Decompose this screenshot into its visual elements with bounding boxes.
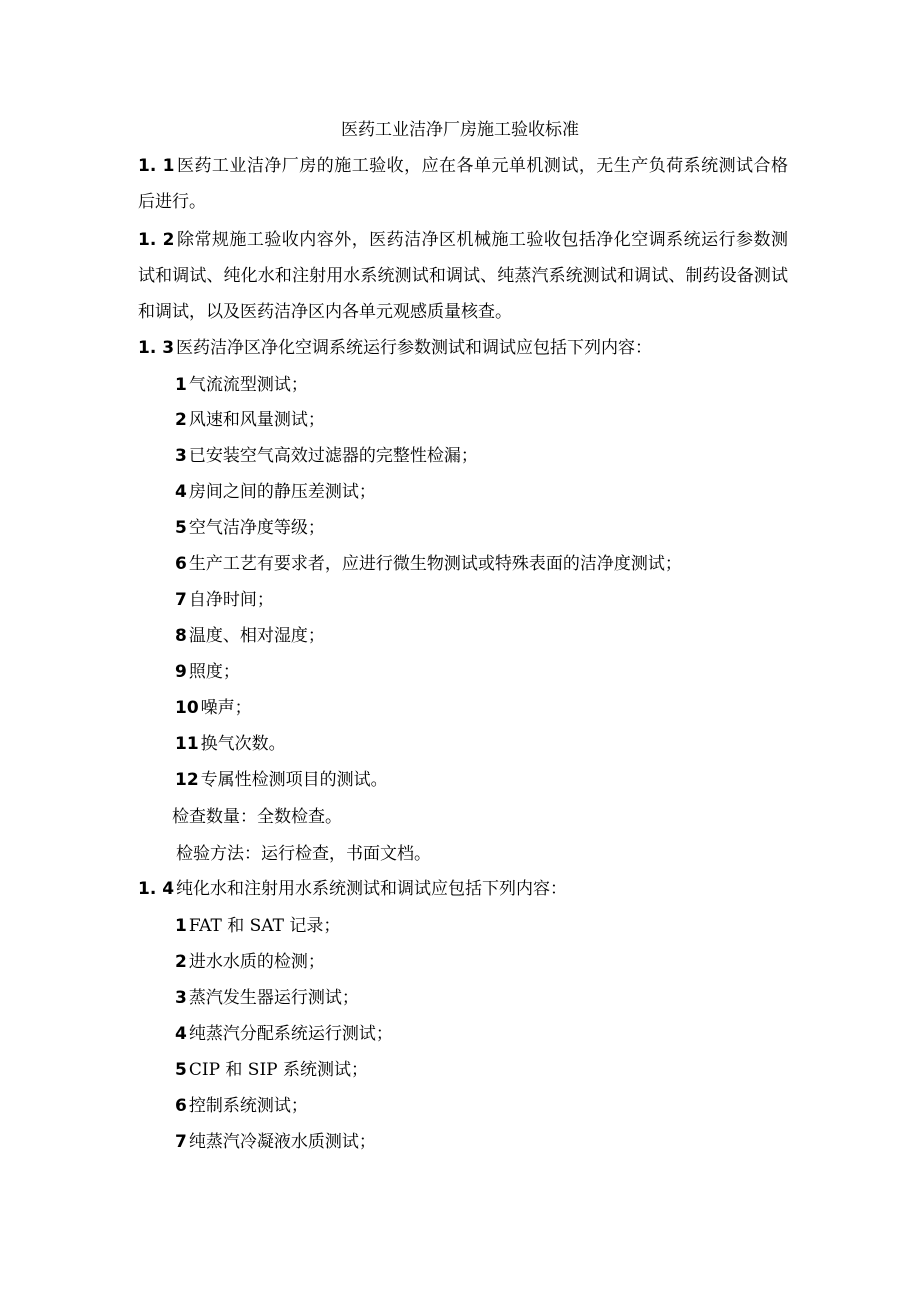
item-text: 换气次数。 bbox=[200, 734, 286, 754]
item-text: 专属性检测项目的测试。 bbox=[200, 770, 388, 790]
item-number: 2 bbox=[175, 410, 187, 430]
list-item bbox=[175, 732, 775, 756]
list-item bbox=[175, 986, 775, 1010]
item-text: 房间之间的静压差测试； bbox=[188, 482, 376, 502]
item-number: 3 bbox=[175, 446, 187, 466]
item-number: 9 bbox=[175, 662, 187, 682]
item-text: 生产工艺有要求者，应进行微生物测试或特殊表面的洁净度测试； bbox=[188, 554, 682, 574]
item-text: 空气洁净度等级； bbox=[188, 518, 325, 538]
list-item bbox=[175, 950, 775, 974]
section-text: 纯化水和注射用水系统测试和调试应包括下列内容： bbox=[176, 879, 568, 899]
document-title: 医药工业洁净厂房施工验收标准 bbox=[341, 120, 579, 140]
list-item bbox=[175, 1094, 775, 1118]
list-item bbox=[175, 914, 775, 938]
list-item bbox=[175, 624, 775, 648]
check-quantity: 检查数量：全数检查。 bbox=[172, 807, 342, 827]
section-number: 1. 1 bbox=[138, 156, 175, 176]
list-item bbox=[175, 588, 775, 612]
item-number: 8 bbox=[175, 626, 187, 646]
section-number: 1. 2 bbox=[138, 230, 175, 250]
check-method: 检验方法：运行检查，书面文档。 bbox=[176, 844, 431, 864]
list-item bbox=[175, 1058, 775, 1082]
list-item bbox=[175, 552, 775, 576]
list-item bbox=[175, 1022, 775, 1046]
item-number: 7 bbox=[175, 1132, 187, 1152]
item-text: 自净时间； bbox=[188, 590, 274, 610]
item-number: 3 bbox=[175, 988, 187, 1008]
item-text: 纯蒸汽分配系统运行测试； bbox=[188, 1024, 393, 1044]
section-text: 医药洁净区净化空调系统运行参数测试和调试应包括下列内容： bbox=[176, 338, 653, 358]
list-item bbox=[175, 444, 775, 468]
item-number: 7 bbox=[175, 590, 187, 610]
section-text: 除常规施工验收内容外，医药洁净区机械施工验收包括净化空调系统运行参数测试和调试、纯化水和注射用水系统测试和调试、纯蒸汽系统测试和调试、制药设备测试和调试，以及医药洁净区内各单元观感质量核查。 bbox=[138, 230, 788, 322]
list-item bbox=[175, 516, 775, 540]
item-number: 1 bbox=[175, 375, 187, 395]
list-item bbox=[175, 660, 775, 684]
list-item bbox=[175, 408, 775, 432]
item-number: 2 bbox=[175, 952, 187, 972]
item-text: FAT 和 SAT 记录； bbox=[188, 916, 341, 936]
list-item bbox=[175, 696, 775, 720]
list-item bbox=[175, 1130, 775, 1154]
item-number: 6 bbox=[175, 1096, 187, 1116]
section-1-1 bbox=[138, 148, 788, 220]
item-number: 5 bbox=[175, 518, 187, 538]
section-1-3 bbox=[138, 330, 788, 366]
item-text: 纯蒸汽冷凝液水质测试； bbox=[188, 1132, 376, 1152]
section-1-2 bbox=[138, 222, 788, 330]
item-text: 气流流型测试； bbox=[188, 375, 308, 395]
item-text: 已安装空气高效过滤器的完整性检漏； bbox=[188, 446, 478, 466]
item-text: 噪声； bbox=[200, 698, 252, 718]
item-number: 4 bbox=[175, 482, 187, 502]
item-number: 12 bbox=[175, 770, 199, 790]
item-number: 10 bbox=[175, 698, 199, 718]
section-text: 医药工业洁净厂房的施工验收，应在各单元单机测试，无生产负荷系统测试合格后进行。 bbox=[138, 156, 788, 212]
item-text: 控制系统测试； bbox=[188, 1096, 308, 1116]
item-text: CIP 和 SIP 系统测试； bbox=[188, 1060, 369, 1080]
item-text: 照度； bbox=[188, 662, 240, 682]
item-text: 风速和风量测试； bbox=[188, 410, 325, 430]
item-number: 1 bbox=[175, 916, 187, 936]
section-1-4 bbox=[138, 871, 788, 907]
list-item bbox=[175, 373, 775, 397]
item-text: 进水水质的检测； bbox=[188, 952, 325, 972]
item-number: 5 bbox=[175, 1060, 187, 1080]
item-number: 11 bbox=[175, 734, 199, 754]
item-text: 温度、相对湿度； bbox=[188, 626, 325, 646]
section-number: 1. 3 bbox=[138, 338, 175, 358]
section-number: 1. 4 bbox=[138, 879, 175, 899]
list-item bbox=[175, 480, 775, 504]
list-item bbox=[175, 768, 775, 792]
item-number: 4 bbox=[175, 1024, 187, 1044]
item-number: 6 bbox=[175, 554, 187, 574]
item-text: 蒸汽发生器运行测试； bbox=[188, 988, 359, 1008]
